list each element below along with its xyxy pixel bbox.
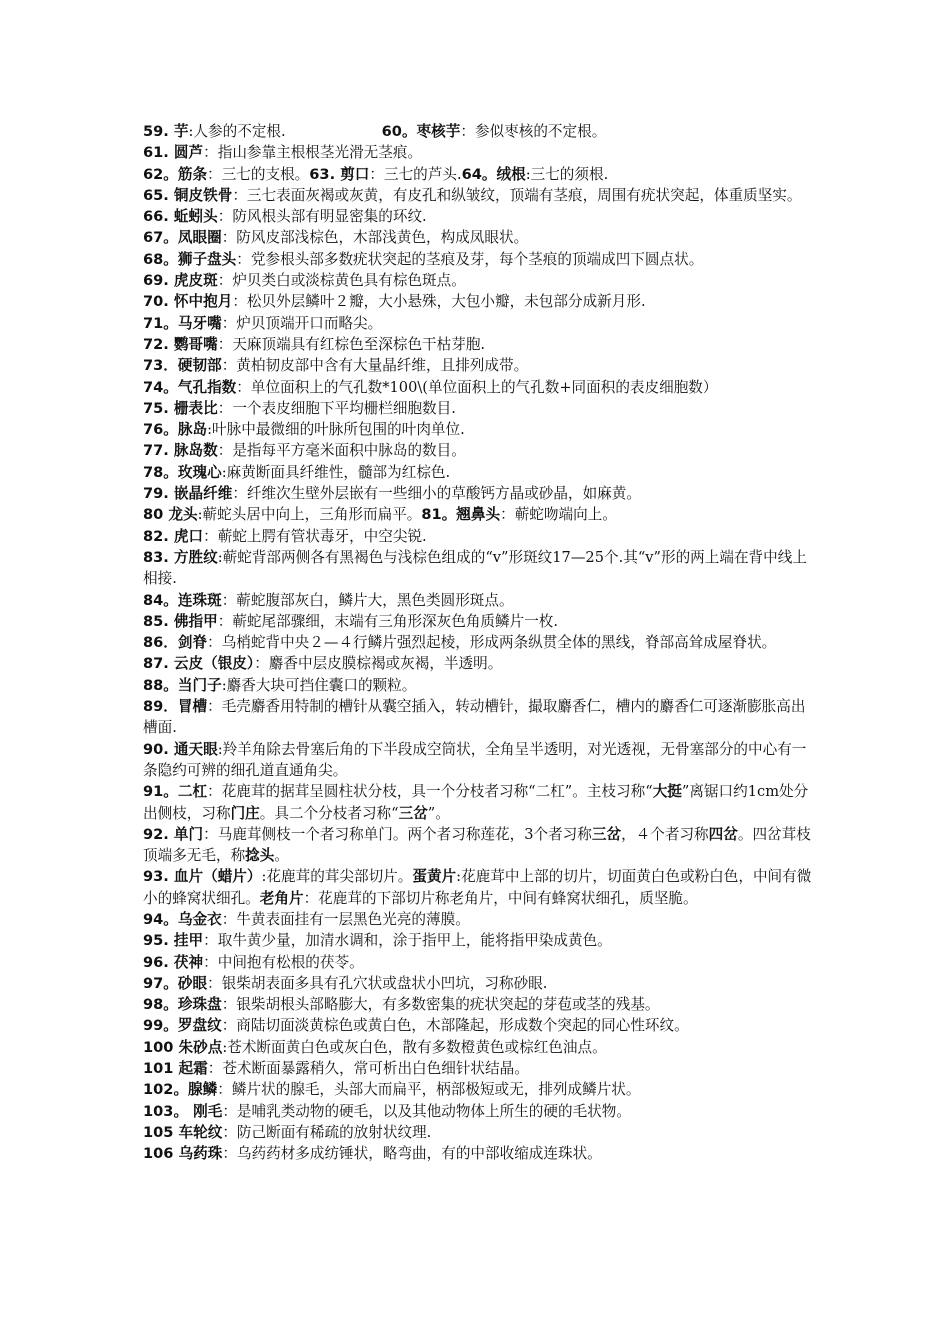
term-label: 89．冒槽 <box>143 698 208 716</box>
term-label: 66. 蚯蚓头 <box>143 208 218 226</box>
term-label: 三岔 <box>591 825 622 843</box>
glossary-entry <box>143 355 813 376</box>
definition-text: ：蕲蛇吻端向上。 <box>500 506 617 524</box>
term-label: 59. 芋 <box>143 123 189 140</box>
definition-text: ：是哺乳类动物的硬毛，以及其他动物体上所生的硬的毛状物。 <box>222 1102 631 1120</box>
glossary-entry <box>143 973 813 994</box>
term-label: 98。珍珠盘 <box>143 996 222 1014</box>
definition-text: 。四岔茸枝顶端多无毛，称 <box>143 825 811 865</box>
glossary-entry <box>143 504 813 525</box>
definition-text: ：松贝外层鳞叶２瓣，大小悬殊，大包小瓣，未包部分成新月形. <box>232 293 646 311</box>
glossary-entry <box>143 377 813 398</box>
term-label: 90. 通天眼 <box>143 740 218 758</box>
definition-text: ：一个表皮细胞下平均栅栏细胞数目. <box>217 399 456 417</box>
term-label: 64。绒根 <box>461 165 526 183</box>
glossary-entry <box>143 1037 813 1058</box>
definition-text: ：中间抱有松根的茯苓。 <box>203 953 364 971</box>
glossary-text <box>143 121 813 1165</box>
glossary-entry <box>143 419 813 440</box>
definition-text: ：银柴胡表面多具有孔穴状或盘状小凹坑，习称砂眼. <box>207 974 548 992</box>
term-label: 三岔 <box>398 804 428 822</box>
definition-text: ：牛黄表面挂有一层黑色光亮的薄膜。 <box>221 910 470 928</box>
definition-text: ：党参根头部多数疣状突起的茎痕及芽，每个茎痕的顶端成凹下圆点状。 <box>236 250 704 268</box>
definition-text: :麝香大块可挡住囊口的颗粒。 <box>221 676 417 694</box>
term-label: 61. 圆芦 <box>143 144 204 162</box>
definition-text: ：三七的支根。 <box>207 165 310 183</box>
definition-text: ：银柴胡根头部略膨大，有多数密集的疣状突起的芽苞或茎的残基。 <box>221 996 660 1014</box>
glossary-entry <box>143 291 813 312</box>
term-label: 97。砂眼 <box>143 974 208 992</box>
definition-text: :苍术断面黄白色或灰白色，散有多数橙黄色或棕红色油点。 <box>222 1038 607 1056</box>
term-label: 大挺 <box>652 783 682 801</box>
definition-text: ：蕲蛇腹部灰白，鳞片大，黑色类圆形斑点。 <box>221 591 514 609</box>
glossary-entry <box>143 930 813 951</box>
definition-text: ：蕲蛇尾部骤细，末端有三角形深灰色角质鳞片一枚. <box>217 612 559 630</box>
term-label: 76。脉岛 <box>143 421 208 439</box>
definition-text: ：防己断面有稀疏的放射状纹理. <box>222 1123 432 1141</box>
glossary-entry <box>143 462 813 483</box>
term-label: 102。腺鳞 <box>143 1081 218 1099</box>
term-label: 84。连珠斑 <box>143 591 222 609</box>
definition-text: ：炉贝顶端开口而略尖。 <box>221 314 383 332</box>
term-label: 四岔 <box>708 825 738 843</box>
term-label: 62。筋条 <box>143 165 208 183</box>
term-label: 86．剑脊 <box>143 634 208 652</box>
definition-text: ”离锯口约1cm处分出侧枝，习称 <box>143 783 809 822</box>
definition-text: ：炉贝类白或淡棕黄色具有棕色斑点。 <box>217 272 466 290</box>
definition-text: 。 <box>274 847 289 865</box>
definition-text: ”。 <box>427 804 450 822</box>
term-label: 105 车轮纹 <box>143 1123 223 1141</box>
term-label: 77. 脉岛数 <box>143 442 218 460</box>
definition-text: ：防风皮部浅棕色，木部浅黄色，构成凤眼状。 <box>221 229 529 247</box>
definition-text: :三七的须根. <box>525 165 609 183</box>
term-label: 96. 茯神 <box>143 953 204 971</box>
glossary-entry <box>143 121 813 142</box>
term-label: 老角片 <box>259 889 304 907</box>
definition-text: ：参似枣核的不定根。 <box>460 123 607 140</box>
glossary-entry <box>143 653 813 674</box>
term-label: 79. 嵌晶纤维 <box>143 485 233 503</box>
glossary-entry <box>143 1143 813 1164</box>
glossary-entry <box>143 483 813 504</box>
glossary-entry <box>143 142 813 163</box>
glossary-entry <box>143 739 813 782</box>
term-label: 60。枣核芋 <box>381 123 461 140</box>
term-label: 85. 佛指甲 <box>143 612 218 630</box>
term-label: 93. 血片（蜡片） <box>143 868 262 886</box>
glossary-entry <box>143 227 813 248</box>
definition-text: :叶脉中最微细的叶脉所包围的叶肉单位. <box>207 421 465 439</box>
term-label: 蛋黄片 <box>412 868 457 886</box>
definition-text: ：花鹿茸的下部切片称老角片，中间有蜂窝状细孔，质坚脆。 <box>303 889 698 907</box>
definition-text: :花鹿茸中上部的切片，切面黄白色或粉白色，中间有微小的蜂窝状细孔。 <box>143 868 812 907</box>
glossary-entry <box>143 249 813 270</box>
term-label: 81。翘鼻头 <box>421 506 501 524</box>
term-label: 100 朱砂点 <box>143 1038 223 1056</box>
glossary-entry <box>143 824 813 867</box>
definition-text: ：三七表面灰褐或灰黄，有皮孔和纵皱纹，顶端有茎痕，周围有疣状突起，体重质坚实。 <box>232 186 802 204</box>
glossary-entry <box>143 994 813 1015</box>
definition-text: ：黄柏韧皮部中含有大量晶纤维，且排列成带。 <box>221 357 529 375</box>
glossary-entry <box>143 1015 813 1036</box>
definition-text: ：蕲蛇上腭有管状毒牙，中空尖锐. <box>203 527 427 545</box>
glossary-entry <box>143 1079 813 1100</box>
term-label: 101 起霜 <box>143 1060 208 1078</box>
definition-text: ：乌梢蛇背中央２—４行鳞片强烈起棱，形成两条纵贯全体的黑线，脊部高耸成屋脊状。 <box>207 634 777 652</box>
glossary-entry <box>143 696 813 739</box>
definition-text: ：麝香中层皮膜棕褐或灰褐，半透明。 <box>254 655 503 673</box>
glossary-entry <box>143 1058 813 1079</box>
glossary-entry <box>143 866 813 909</box>
term-label: 80 龙头 <box>143 506 198 524</box>
definition-text: :花鹿茸的茸尖部切片。 <box>261 868 413 886</box>
glossary-entry <box>143 590 813 611</box>
term-label: 83. 方胜纹 <box>143 548 218 566</box>
term-label: 75. 栅表比 <box>143 399 218 417</box>
definition-text: ：苍术断面暴露稍久，常可析出白色细针状结晶。 <box>207 1060 529 1078</box>
term-label: 91。二杠 <box>143 783 208 801</box>
glossary-entry <box>143 611 813 632</box>
term-label: 69. 虎皮斑 <box>143 272 218 290</box>
term-label: 68。狮子盘头 <box>143 250 237 268</box>
term-label: 捻头 <box>245 847 275 865</box>
glossary-entry <box>143 334 813 355</box>
term-label: 94。乌金衣 <box>143 910 222 928</box>
definition-text: ：马鹿茸侧枝一个者习称单门。两个者习称莲花，3个者习称 <box>203 825 592 843</box>
definition-text: :人参的不定根. <box>188 123 286 140</box>
definition-text: 。具二个分枝者习称“ <box>259 804 399 822</box>
glossary-entry <box>143 164 813 185</box>
term-label: 82. 虎口 <box>143 527 204 545</box>
definition-text: :蕲蛇背部两侧各有黑褐色与浅棕色组成的“v”形斑纹17—25个.其“v”形的两上端在背中线上相接. <box>143 548 807 588</box>
definition-text: ：天麻顶端具有红棕色至深棕色干枯芽胞. <box>217 335 486 353</box>
glossary-entry <box>143 526 813 547</box>
definition-text: ：三七的芦头. <box>369 165 462 183</box>
term-label: 71。马牙嘴 <box>143 314 222 332</box>
term-label: 87. 云皮（银皮） <box>143 655 255 673</box>
term-label: 72. 鹦哥嘴 <box>143 335 218 353</box>
definition-text: ：乌药药材多成纺锤状，略弯曲，有的中部收缩成连珠状。 <box>222 1145 602 1163</box>
definition-text: :麻黄断面具纤维性，髓部为红棕色. <box>221 463 451 481</box>
glossary-entry <box>143 398 813 419</box>
definition-text: :羚羊角除去骨塞后角的下半段成空筒状，全角呈半透明，对光透视，无骨塞部分的中心有一条隐约可辨的细孔道直通角尖。 <box>143 740 807 779</box>
glossary-entry <box>143 1101 813 1122</box>
term-label: 63. 剪口 <box>309 165 370 183</box>
definition-text: ：纤维次生壁外层嵌有一些细小的草酸钙方晶或砂晶，如麻黄。 <box>232 485 641 503</box>
glossary-entry <box>143 632 813 653</box>
term-label: 70. 怀中抱月 <box>143 293 233 311</box>
definition-text: ：防风根头部有明显密集的环纹. <box>217 208 427 226</box>
glossary-entry <box>143 952 813 973</box>
glossary-entry <box>143 270 813 291</box>
definition-text: :蕲蛇头居中向上，三角形而扁平。 <box>197 506 422 524</box>
term-label: 门庄 <box>230 804 260 822</box>
glossary-entry <box>143 185 813 206</box>
glossary-entry <box>143 909 813 930</box>
glossary-entry <box>143 781 813 824</box>
term-label: 106 乌药珠 <box>143 1145 223 1163</box>
glossary-entry <box>143 1122 813 1143</box>
term-label: 92. 单门 <box>143 825 204 843</box>
term-label: 78。玫瑰心 <box>143 463 222 481</box>
definition-text: ：指山参靠主根根茎光滑无茎痕。 <box>203 144 423 162</box>
term-label: 88。当门子 <box>143 676 222 694</box>
glossary-entry <box>143 440 813 461</box>
term-label: 67。凤眼圈 <box>143 229 222 247</box>
term-label: 73．硬韧部 <box>143 357 222 375</box>
definition-text: ，４个者习称 <box>621 825 709 843</box>
definition-text: ：取牛黄少量，加清水调和，涂于指甲上，能将指甲染成黄色。 <box>203 932 612 950</box>
glossary-entry <box>143 547 813 590</box>
term-label: 103。 刚毛 <box>143 1102 223 1120</box>
term-label: 65. 铜皮铁骨 <box>143 186 233 204</box>
definition-text: ：花鹿茸的据茸呈圆柱状分枝，具一个分枝者习称“二杠”。主枝习称“ <box>207 783 653 801</box>
term-label: 99。罗盘纹 <box>143 1017 222 1035</box>
term-label: 74。气孔指数 <box>143 378 237 396</box>
definition-text: ：单位面积上的气孔数*100\(单位面积上的气孔数+同面积的表皮细胞数） <box>236 378 718 396</box>
definition-text: ：是指每平方毫米面积中脉岛的数目。 <box>217 442 466 460</box>
glossary-entry <box>143 313 813 334</box>
definition-text: ：毛壳麝香用特制的槽针从囊空插入，转动槽针，撮取麝香仁，槽内的麝香仁可逐渐膨胀高出槽面. <box>143 698 806 737</box>
term-label: 95. 挂甲 <box>143 932 204 950</box>
glossary-entry <box>143 206 813 227</box>
glossary-entry <box>143 675 813 696</box>
definition-text: ：鳞片状的腺毛，头部大而扁平，柄部极短或无，排列成鳞片状。 <box>217 1081 641 1099</box>
definition-text: ：商陆切面淡黄棕色或黄白色，木部隆起，形成数个突起的同心性环纹。 <box>221 1017 689 1035</box>
